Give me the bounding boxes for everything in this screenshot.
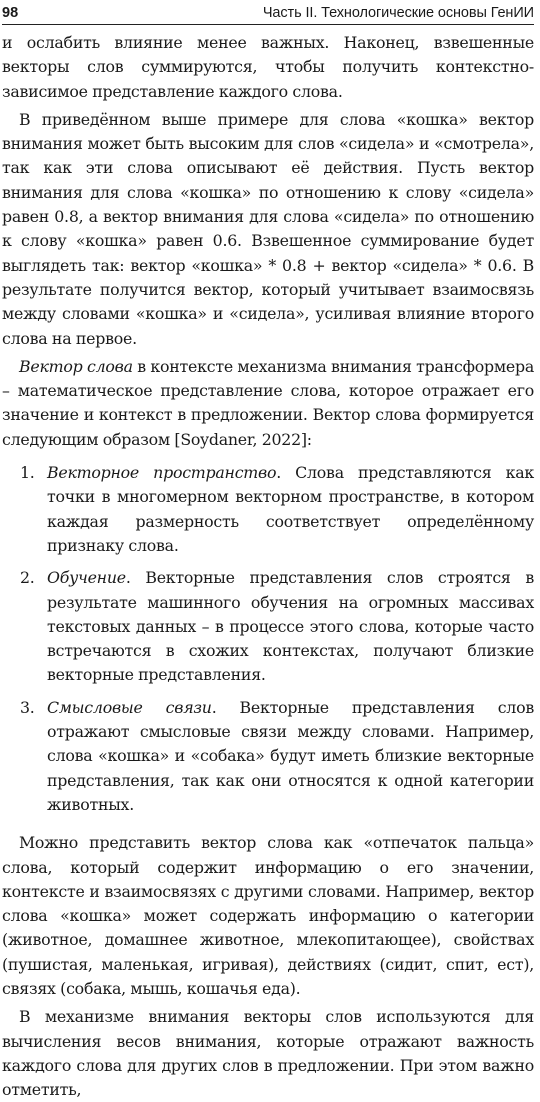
list-item-term: Обучение (47, 568, 126, 588)
list-item-text: . Слова представляются как точки в многомерном векторном пространстве, в котором каждая размерность соответствует определённому признаку слова. (47, 463, 534, 555)
list-item-text: . Векторные представления слов отражают смысловые связи между словами. Например, слова «кошка» и «собака» будут иметь близкие векторные представления, так как они относятся к одной категории животных. (47, 697, 535, 814)
paragraph-1: и ослабить влияние менее важных. Наконец, взвешенные векторы слов суммируются, чтобы получить контекстно-зависимое представление каждого слова. (2, 33, 534, 101)
running-title: Часть II. Технологические основы ГенИИ (262, 5, 534, 21)
list-item (2, 696, 534, 817)
running-head (2, 0, 534, 25)
list-item-number: 2. (20, 568, 35, 588)
list-item (2, 461, 534, 558)
page-body (2, 31, 534, 1102)
paragraph-2: В приведённом выше примере для слова «кошка» вектор внимания может быть высоким для слов «сидела» и «смотрела», так как эти слова описывают её действия. Пусть вектор внимания для слова «кошка» по отношению к слову «сидела» равен 0.8, а вектор внимания для слова «сидела» по отношению к слову «кошка» равен 0.6. Взвешенное суммирование будет выглядеть так: вектор «кошка» * 0.8 + вектор «сидела» * 0.6. В результате получится вектор, который учитывает взаимосвязь между словами «кошка» и «сидела», усиливая влияние второго слова на первое. (2, 109, 534, 348)
term-word-vector: Вектор слова (19, 356, 133, 376)
list-item-number: 1. (20, 463, 35, 483)
list-item-text: . Векторные представления слов строятся в результате машинного обучения на огромных массивах текстовых данных – в процессе этого слова, которые часто встречаются в схожих контекстах, получают близкие векторные представления. (47, 568, 534, 685)
page-number: 98 (2, 5, 19, 21)
list-item-term: Смысловые связи (47, 697, 212, 717)
list-item (2, 566, 534, 687)
paragraph-3 (2, 355, 534, 452)
paragraph-3-text: в контексте механизма внимания трансформера – математическое представление слова, которое отражает его значение и контекст в предложении. Вектор слова формируется следующим образом [Soydaner, 2022]: (2, 356, 534, 449)
paragraph-5: В механизме внимания векторы слов используются для вычисления весов внимания, которые отражают важность каждого слова для других слов в предложении. При этом важно отметить, (2, 1007, 534, 1100)
numbered-list (2, 461, 534, 817)
list-item-term: Векторное пространство (47, 463, 277, 483)
list-item-number: 3. (20, 697, 35, 717)
paragraph-4: Можно представить вектор слова как «отпечаток пальца» слова, который содержит информацию о его значении, контексте и взаимосвязях с другими словами. Например, вектор слова «кошка» может содержать информацию о категории (животное, домашнее животное, млекопитающее), свойствах (пушистая, маленькая, игривая), действиях (сидит, спит, ест), связях (собака, мышь, кошачья еда). (2, 833, 534, 998)
